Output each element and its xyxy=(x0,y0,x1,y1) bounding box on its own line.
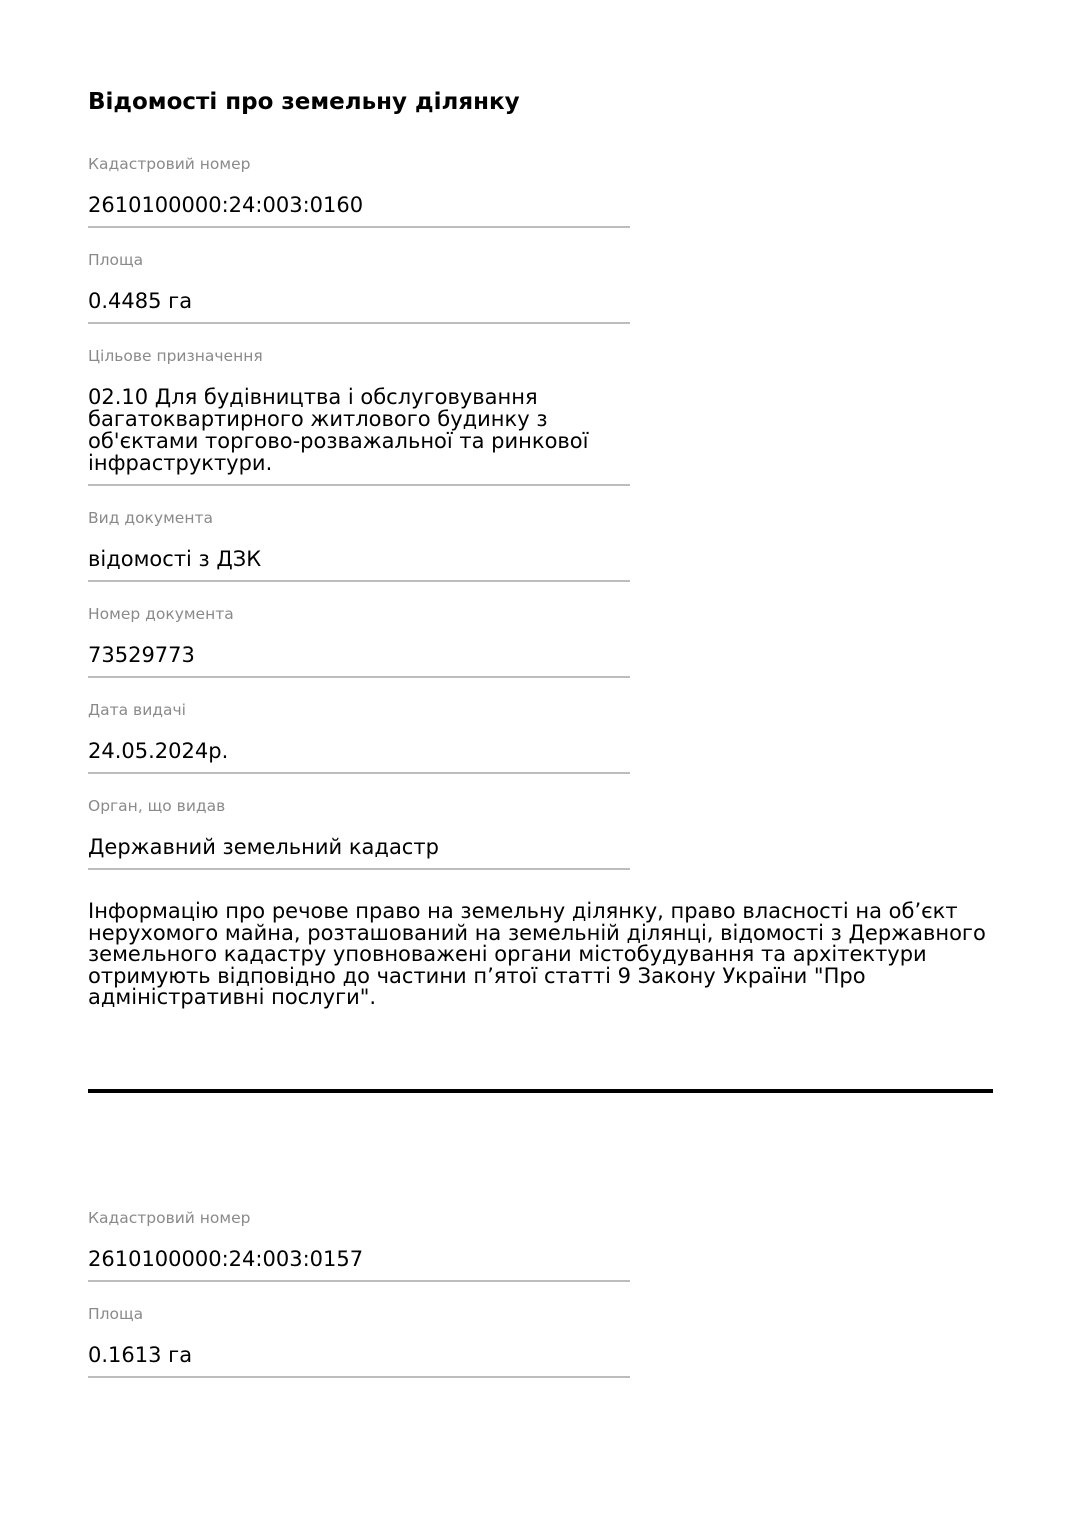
field-value: 0.1613 га xyxy=(88,1343,193,1367)
field-label: Вид документа xyxy=(88,509,213,527)
field-label: Дата видачі xyxy=(88,701,186,719)
field-value: Державний земельний кадастр xyxy=(88,835,439,859)
field-area xyxy=(88,250,630,324)
field-document-number xyxy=(88,604,630,678)
field-label: Кадастровий номер xyxy=(88,155,251,173)
field-value: відомості з ДЗК xyxy=(88,547,262,571)
field-issuing-authority xyxy=(88,796,630,870)
field-area xyxy=(88,1304,630,1378)
page-title: Відомості про земельну ділянку xyxy=(88,89,520,115)
field-underline xyxy=(88,1376,630,1378)
field-label: Цільове призначення xyxy=(88,347,263,365)
field-underline xyxy=(88,484,630,486)
field-label: Номер документа xyxy=(88,605,234,623)
field-cadastral-number xyxy=(88,1208,630,1282)
field-document-type xyxy=(88,508,630,582)
field-value: 2610100000:24:003:0157 xyxy=(88,1247,364,1271)
field-underline xyxy=(88,868,630,870)
field-label: Площа xyxy=(88,1305,144,1323)
field-value: 24.05.2024р. xyxy=(88,739,229,763)
field-underline xyxy=(88,322,630,324)
field-value: 73529773 xyxy=(88,643,195,667)
field-underline xyxy=(88,226,630,228)
section-divider xyxy=(88,1089,993,1093)
field-value: 2610100000:24:003:0160 xyxy=(88,193,364,217)
field-cadastral-number xyxy=(88,154,630,228)
field-value: 0.4485 га xyxy=(88,289,193,313)
field-value: 02.10 Для будівництва і обслуговування багатоквартирного житлового будинку з об'єктами торгово-розважальної та ринкової інфраструктури. xyxy=(88,385,589,475)
field-underline xyxy=(88,772,630,774)
field-label: Кадастровий номер xyxy=(88,1209,251,1227)
field-issue-date xyxy=(88,700,630,774)
field-underline xyxy=(88,580,630,582)
field-label: Площа xyxy=(88,251,144,269)
field-underline xyxy=(88,676,630,678)
field-label: Орган, що видав xyxy=(88,797,226,815)
legal-note: Інформацію про речове право на земельну ділянку, право власності на об’єкт нерухомого майна, розташований на земельній ділянці, відомості з Державного земельного кадастру уповноважені органи містобудування та архітектури отримують відповідно до частини п’ятої статті 9 Закону України "Про адміністративні послуги". xyxy=(88,899,986,1009)
field-underline xyxy=(88,1280,630,1282)
field-purpose xyxy=(88,346,630,486)
